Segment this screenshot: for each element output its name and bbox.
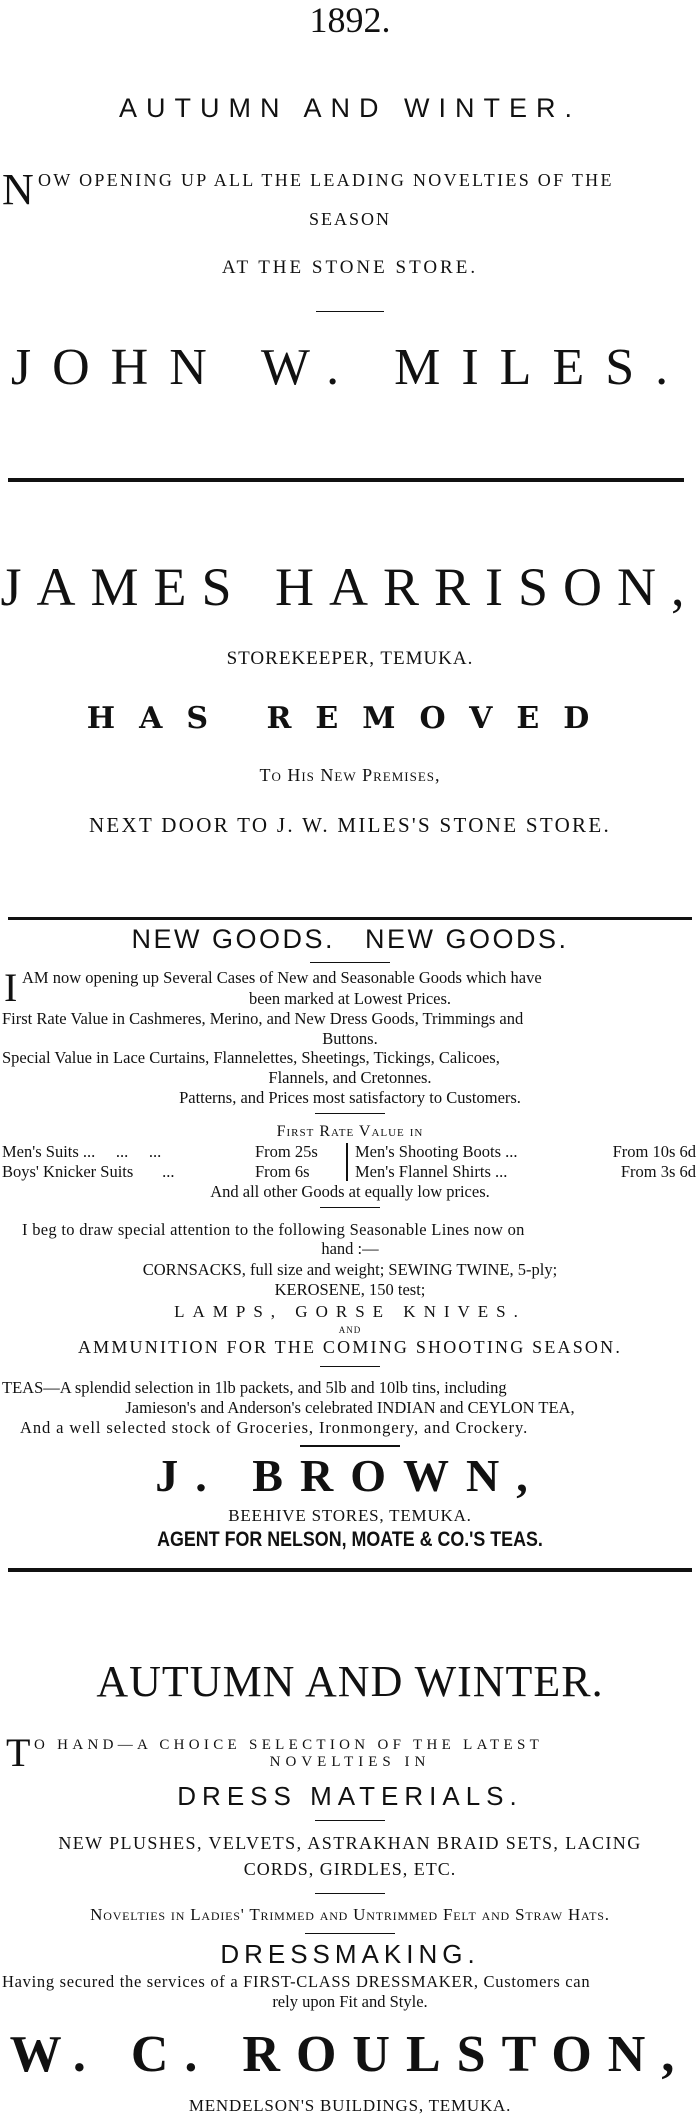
announce-line-1: O HAND—A CHOICE SELECTION OF THE LATEST (34, 1737, 544, 1753)
dropcap: I (4, 965, 18, 1010)
column-divider (346, 1143, 348, 1181)
dressmaking-heading: DRESSMAKING. (220, 1939, 480, 1969)
attention-line-2: hand :— (321, 1239, 379, 1258)
merchant-name: JAMES HARRISON, (0, 557, 700, 617)
merchant-address: BEEHIVE STORES, TEMUKA. (228, 1506, 472, 1525)
tea-agent: AGENT FOR NELSON, MOATE & CO.'S TEAS. (157, 1528, 543, 1551)
teas-line-3: And a well selected stock of Groceries, Ironmongery, and Crockery. (20, 1418, 529, 1437)
announce-line-2: NOVELTIES IN (269, 1754, 431, 1770)
price-left-value: From 25s (255, 1142, 318, 1161)
short-divider (320, 1207, 380, 1208)
short-divider (315, 1113, 385, 1114)
section-rule (8, 917, 692, 920)
p2-line-1: First Rate Value in Cashmeres, Merino, and New Dress Goods, Trimmings and (2, 1009, 524, 1028)
short-divider (315, 1893, 385, 1894)
merchant-role: STOREKEEPER, TEMUKA. (226, 648, 474, 669)
merchant-name: J. BROWN, (155, 1450, 545, 1501)
short-divider (300, 1445, 400, 1447)
dress-materials: DRESS MATERIALS. (177, 1781, 523, 1811)
and-line: AND (338, 1325, 362, 1335)
ammunition-line: AMMUNITION FOR THE COMING SHOOTING SEASON. (77, 1337, 623, 1357)
merchant-address: MENDELSON'S BUILDINGS, TEMUKA. (188, 2096, 512, 2115)
merchant-name: JOHN W. MILES. (10, 339, 690, 396)
short-divider (316, 311, 384, 312)
p1-line-2: been marked at Lowest Prices. (248, 989, 452, 1008)
short-divider (320, 1366, 380, 1367)
removed-banner: HAS REMOVED (86, 701, 614, 736)
price-right-value: From 3s 6d (620, 1162, 696, 1181)
attention-line-1: I beg to draw special attention to the following Seasonable Lines now on (22, 1220, 525, 1239)
location: NEXT DOOR TO J. W. MILES'S STONE STORE. (88, 813, 612, 837)
value-heading: First Rate Value in (276, 1123, 424, 1140)
headline: AUTUMN AND WINTER. (96, 1657, 604, 1706)
section-rule (8, 1568, 692, 1572)
announce-line-2: SEASON (308, 209, 391, 229)
short-divider (315, 1820, 385, 1821)
short-divider (305, 1933, 395, 1934)
dropcap: N (2, 165, 34, 214)
all-other-goods: And all other Goods at equally low prices. (210, 1182, 490, 1201)
announce-line-3: AT THE STONE STORE. (221, 257, 479, 278)
price-left-item: Men's Suits ... ... ... (2, 1142, 162, 1161)
p3-line-1: Special Value in Lace Curtains, Flannelettes, Sheetings, Tickings, Calicoes, (2, 1048, 500, 1067)
teas-line-2: Jamieson's and Anderson's celebrated INDIAN and CEYLON TEA, (125, 1398, 575, 1417)
year: 1892. (309, 0, 391, 40)
short-divider (310, 962, 390, 963)
teas-line-1: TEAS—A splendid selection in 1lb packets, and 5lb and 10lb tins, including (2, 1378, 507, 1397)
hats-line: Novelties in Ladies' Trimmed and Untrimmed Felt and Straw Hats. (90, 1905, 610, 1924)
p4: Patterns, and Prices most satisfactory to Customers. (179, 1088, 521, 1107)
dropcap: T (6, 1730, 31, 1775)
new-premises: To His New Premises, (259, 765, 441, 785)
headline: AUTUMN AND WINTER. (119, 93, 581, 123)
merchant-name: W. C. ROULSTON, (9, 2026, 691, 2083)
price-right-item: Men's Shooting Boots ... (355, 1142, 518, 1161)
dressmaking-line-1: Having secured the services of a FIRST-CLASS DRESSMAKER, Customers can (2, 1972, 591, 1991)
price-left-item: Boys' Knicker Suits ... (2, 1162, 175, 1181)
kerosene-line: KEROSENE, 150 test; (274, 1280, 426, 1299)
headline: NEW GOODS. NEW GOODS. (131, 924, 569, 954)
plushes-line-2: CORDS, GIRDLES, ETC. (243, 1859, 457, 1879)
p3-line-2: Flannels, and Cretonnes. (268, 1068, 432, 1087)
price-right-item: Men's Flannel Shirts ... (355, 1162, 508, 1181)
p2-line-2: Buttons. (322, 1029, 378, 1048)
section-rule (8, 478, 684, 482)
p1-line-1: AM now opening up Several Cases of New and Seasonable Goods which have (22, 968, 542, 987)
announce-line-1: OW OPENING UP ALL THE LEADING NOVELTIES OF THE (38, 170, 614, 190)
cornsacks-line: CORNSACKS, full size and weight; SEWING TWINE, 5-ply; (142, 1260, 558, 1279)
plushes-line-1: NEW PLUSHES, VELVETS, ASTRAKHAN BRAID SETS, LACING (58, 1833, 642, 1853)
dressmaking-line-2: rely upon Fit and Style. (272, 1992, 428, 2011)
price-left-value: From 6s (255, 1162, 310, 1181)
lamps-line: LAMPS, GORSE KNIVES. (174, 1302, 526, 1321)
price-right-value: From 10s 6d (612, 1142, 696, 1161)
